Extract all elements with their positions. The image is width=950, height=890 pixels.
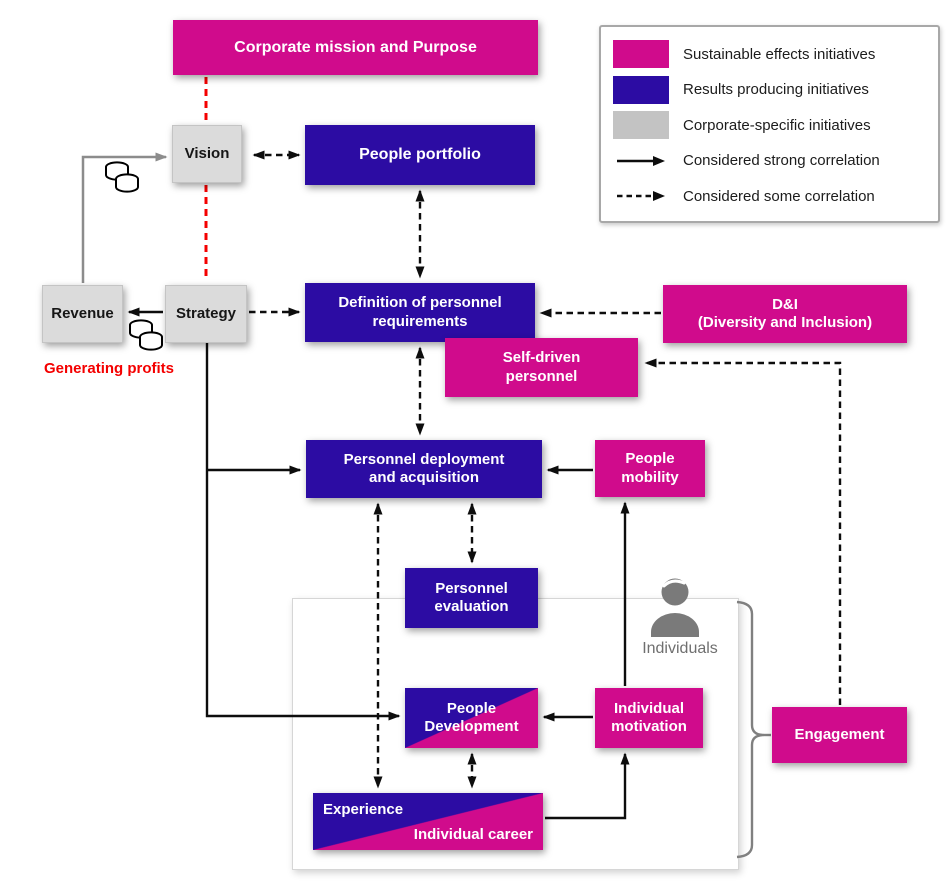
node-individual-motivation <box>595 688 703 748</box>
node-label-line1: Definition of personnel <box>338 294 502 312</box>
node-strategy <box>165 285 247 343</box>
legend-label: Considered some correlation <box>683 187 875 205</box>
node-label-line2: mobility <box>621 468 679 486</box>
coins-icon <box>106 162 138 191</box>
experience-label: Experience <box>323 801 404 818</box>
gray-swatch-icon <box>613 111 669 139</box>
legend-row-sustainable <box>613 39 926 69</box>
legend-row-strong-correlation <box>613 146 926 176</box>
node-vision <box>172 125 242 183</box>
blue-swatch-icon <box>613 76 669 104</box>
legend-row-corporate <box>613 110 926 140</box>
generating-profits-label: Generating profits <box>44 360 175 377</box>
node-people-development <box>405 688 538 748</box>
legend-label: Results producing initiatives <box>683 81 869 98</box>
node-label-line1: People <box>625 450 675 468</box>
legend-label: Sustainable effects initiatives <box>683 45 876 63</box>
node-personnel-deployment-acquisition <box>306 440 542 498</box>
node-label-line2: Development <box>424 718 519 735</box>
magenta-swatch-icon <box>613 40 669 68</box>
node-definition-personnel-requirements <box>305 283 535 342</box>
legend <box>599 25 940 223</box>
node-label: Corporate mission and Purpose <box>234 38 477 56</box>
node-diversity-inclusion <box>663 285 907 343</box>
individuals-bracket <box>737 602 764 857</box>
node-corporate-mission <box>173 20 538 75</box>
legend-label: Corporate-specific initiatives <box>683 116 871 134</box>
node-label-line2: personnel <box>505 367 578 385</box>
dashed-arrow-icon <box>613 189 669 203</box>
node-label: Strategy <box>175 304 237 322</box>
node-label-line1: Personnel deployment <box>343 450 505 468</box>
node-label-line2: evaluation <box>434 598 509 615</box>
coins-icon <box>130 320 162 349</box>
node-experience-individual-career <box>313 793 543 850</box>
individuals-label: Individuals <box>642 640 718 657</box>
individual-career-label: Individual career <box>413 825 533 843</box>
node-label-line2: requirements <box>372 312 468 330</box>
node-label-line2: and acquisition <box>368 469 479 486</box>
node-label-line1: Self-driven <box>502 349 581 367</box>
node-label-line1: Individual <box>613 699 684 717</box>
node-label-line2: motivation <box>611 718 687 735</box>
node-label: Revenue <box>51 304 114 322</box>
legend-row-some-correlation <box>613 181 926 211</box>
node-label-line1: D&I <box>772 295 798 313</box>
legend-label: Considered strong correlation <box>683 152 880 169</box>
node-engagement <box>772 707 907 763</box>
node-people-portfolio <box>305 125 535 185</box>
node-label-line1: Personnel <box>435 579 508 597</box>
node-people-mobility <box>595 440 705 497</box>
node-revenue <box>42 285 123 343</box>
legend-row-results <box>613 75 926 105</box>
node-self-driven-personnel <box>445 338 638 397</box>
node-label-line1: People <box>446 699 497 717</box>
node-label-line2: (Diversity and Inclusion) <box>697 314 873 331</box>
node-label: Vision <box>184 144 230 162</box>
edge-revenue-vision <box>83 157 166 283</box>
solid-arrow-icon <box>613 154 669 168</box>
node-label: Engagement <box>794 725 885 743</box>
node-label: People portfolio <box>359 146 481 164</box>
node-personnel-evaluation <box>405 568 538 628</box>
